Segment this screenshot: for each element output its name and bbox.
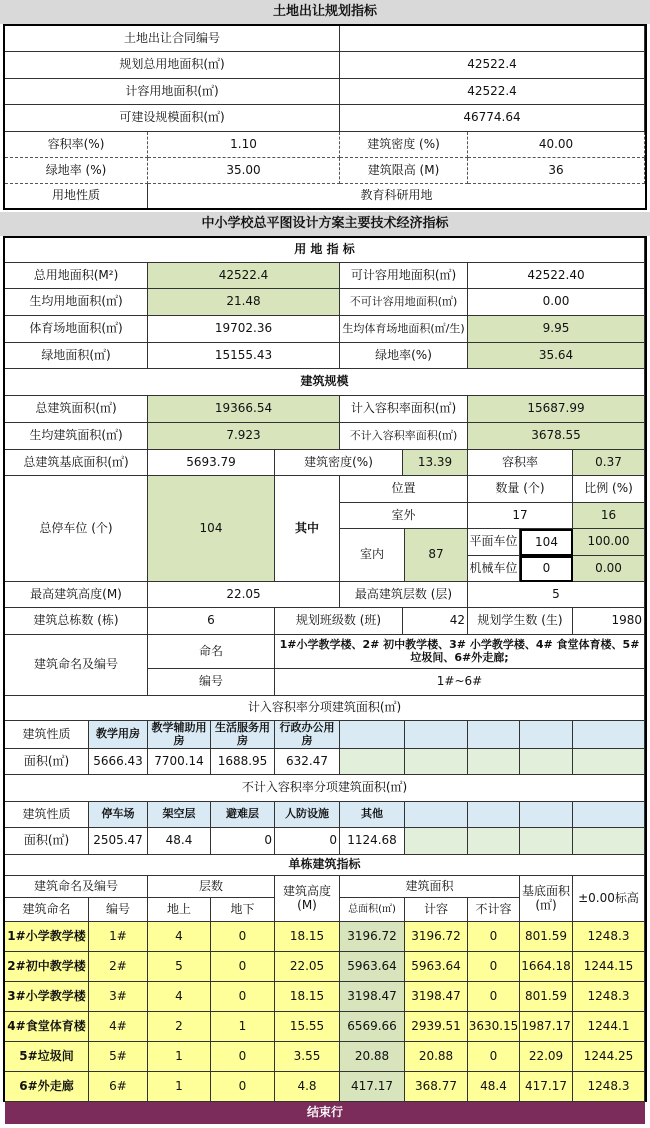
single-row-6-total[interactable]: 417.17 xyxy=(340,1072,405,1102)
per-student-land-label: 生均用地面积(㎡) xyxy=(5,289,148,316)
buildable-value[interactable]: 46774.64 xyxy=(340,105,645,132)
name-label: 命名 xyxy=(148,635,275,669)
single-row-3-elevation[interactable]: 1248.3 xyxy=(573,982,645,1012)
single-row-2-total[interactable]: 5963.64 xyxy=(340,952,405,982)
nonfar-nature-label: 建筑性质 xyxy=(5,802,89,828)
far-col-admin: 行政办公用房 xyxy=(275,721,340,749)
parking-ratio-header: 比例 (%) xyxy=(573,476,645,503)
non-far-land-value[interactable]: 0.00 xyxy=(468,289,645,316)
far-val-admin[interactable]: 632.47 xyxy=(275,749,340,775)
green-rate2-label: 绿地率(%) xyxy=(340,343,468,369)
single-row-4-height[interactable]: 15.55 xyxy=(275,1012,340,1042)
single-row-6-nonfar[interactable]: 48.4 xyxy=(468,1072,520,1102)
single-row-5-height[interactable]: 3.55 xyxy=(275,1042,340,1072)
single-row-6-far[interactable]: 368.77 xyxy=(405,1072,468,1102)
nonfar-val-other[interactable]: 1124.68 xyxy=(340,828,405,855)
parking-total-value[interactable]: 104 xyxy=(148,476,275,582)
single-row-4-nonfar[interactable]: 3630.15 xyxy=(468,1012,520,1042)
single-row-6-above[interactable]: 1 xyxy=(148,1072,211,1102)
plot-ratio-value[interactable]: 0.37 xyxy=(573,450,645,476)
sports-per-student-value[interactable]: 9.95 xyxy=(468,316,645,343)
h-height: 建筑高度(M) xyxy=(275,876,340,922)
building-count-label: 建筑总栋数 (栋) xyxy=(5,608,148,635)
total-land-label: 规划总用地面积(㎡) xyxy=(5,52,340,79)
h-area: 建筑面积 xyxy=(340,876,520,898)
far-col-empty4 xyxy=(520,721,573,749)
single-row-6-elevation[interactable]: 1248.3 xyxy=(573,1072,645,1102)
total-land-area-value[interactable]: 42522.4 xyxy=(148,263,340,289)
h-below: 地下 xyxy=(211,898,275,922)
land-indicators-header: 用 地 指 标 xyxy=(5,238,645,263)
non-far-land-label: 不可计容用地面积(㎡) xyxy=(340,289,468,316)
total-building-area-value[interactable]: 19366.54 xyxy=(148,396,340,423)
total-building-area-label: 总建筑面积(㎡) xyxy=(5,396,148,423)
single-row-2-below[interactable]: 0 xyxy=(211,952,275,982)
nonfar-col-other: 其他 xyxy=(340,802,405,828)
density-value[interactable]: 40.00 xyxy=(468,132,645,158)
single-row-1-far[interactable]: 3196.72 xyxy=(405,922,468,952)
end-row: 结束行 xyxy=(5,1102,645,1124)
far-land-value[interactable]: 42522.4 xyxy=(340,79,645,105)
parking-indoor-qty[interactable]: 87 xyxy=(405,529,468,582)
single-row-5-above[interactable]: 1 xyxy=(148,1042,211,1072)
nonfar-col-parking: 停车场 xyxy=(89,802,148,828)
single-row-6-name[interactable]: 6#外走廊 xyxy=(5,1072,89,1102)
total-land-value[interactable]: 42522.4 xyxy=(340,52,645,79)
single-row-4-above[interactable]: 2 xyxy=(148,1012,211,1042)
far-col-teaching: 教学用房 xyxy=(89,721,148,749)
per-student-land-value[interactable]: 21.48 xyxy=(148,289,340,316)
single-row-5-base[interactable]: 22.09 xyxy=(520,1042,573,1072)
far-col-empty1 xyxy=(340,721,405,749)
max-height-value[interactable]: 22.05 xyxy=(148,582,340,608)
h-floors: 层数 xyxy=(148,876,275,898)
parking-among-label: 其中 xyxy=(275,476,340,582)
single-row-3-name[interactable]: 3#小学教学楼 xyxy=(5,982,89,1012)
parking-outdoor-ratio[interactable]: 16 xyxy=(573,503,645,529)
h-nonfar: 不计容 xyxy=(468,898,520,922)
single-row-6-height[interactable]: 4.8 xyxy=(275,1072,340,1102)
building-scale-header: 建筑规模 xyxy=(5,369,645,396)
single-row-1-above[interactable]: 4 xyxy=(148,922,211,952)
land-use-label: 用地性质 xyxy=(5,184,148,208)
far-col-aux: 教学辅助用房 xyxy=(148,721,211,749)
single-building-title: 单栋建筑指标 xyxy=(5,855,645,876)
single-row-2-base[interactable]: 1664.18 xyxy=(520,952,573,982)
parking-mech-label: 机械车位 xyxy=(468,556,520,582)
single-row-1-base[interactable]: 801.59 xyxy=(520,922,573,952)
parking-indoor-label: 室内 xyxy=(340,529,405,582)
single-row-3-far[interactable]: 3198.47 xyxy=(405,982,468,1012)
nonfar-breakdown-title: 不计入容积率分项建筑面积(㎡) xyxy=(5,775,645,802)
single-row-3-height[interactable]: 18.15 xyxy=(275,982,340,1012)
single-row-2-height[interactable]: 22.05 xyxy=(275,952,340,982)
single-row-2-elevation[interactable]: 1244.15 xyxy=(573,952,645,982)
h-total-area: 总面积(㎡) xyxy=(340,898,405,922)
h-naming: 建筑命名及编号 xyxy=(5,876,148,898)
total-land-area-label: 总用地面积(M²) xyxy=(5,263,148,289)
footprint-label: 总建筑基底面积(㎡) xyxy=(5,450,148,476)
max-floors-label: 最高建筑层数 (层) xyxy=(340,582,468,608)
single-row-3-above[interactable]: 4 xyxy=(148,982,211,1012)
code-value[interactable]: 1#~6# xyxy=(275,669,645,696)
nonfar-val-stilt[interactable]: 48.4 xyxy=(148,828,211,855)
single-row-2-code[interactable]: 2# xyxy=(89,952,148,982)
nonfar-val-empty2[interactable] xyxy=(468,828,520,855)
far-col-empty2 xyxy=(405,721,468,749)
far-land-label: 计容用地面积(㎡) xyxy=(5,79,340,105)
name-value[interactable]: 1#小学教学楼、2# 初中教学楼、3# 小学教学楼、4# 食堂体育楼、5#垃圾间、6#外走廊; xyxy=(275,635,645,669)
far-val-teaching[interactable]: 5666.43 xyxy=(89,749,148,775)
parking-flat-qty[interactable]: 104 xyxy=(520,529,573,556)
far-area-value[interactable]: 15687.99 xyxy=(468,396,645,423)
single-row-5-below[interactable]: 0 xyxy=(211,1042,275,1072)
single-row-3-code[interactable]: 3# xyxy=(89,982,148,1012)
single-row-4-far[interactable]: 2939.51 xyxy=(405,1012,468,1042)
nonfar-col-civil-defense: 人防设施 xyxy=(275,802,340,828)
single-row-5-code[interactable]: 5# xyxy=(89,1042,148,1072)
parking-outdoor-qty[interactable]: 17 xyxy=(468,503,573,529)
h-far: 计容 xyxy=(405,898,468,922)
land-use-value[interactable]: 教育科研用地 xyxy=(360,188,433,203)
sports-per-student-label: 生均体育场地面积(㎡/生) xyxy=(340,316,468,343)
single-row-5-total[interactable]: 20.88 xyxy=(340,1042,405,1072)
far-val-empty3[interactable] xyxy=(468,749,520,775)
green-rate2-value[interactable]: 35.64 xyxy=(468,343,645,369)
students-value[interactable]: 1980 xyxy=(573,608,645,635)
per-student-building-label: 生均建筑面积(㎡) xyxy=(5,423,148,450)
far-area-label: 计入容积率面积(㎡) xyxy=(340,396,468,423)
far-col-life: 生活服务用房 xyxy=(211,721,275,749)
single-row-4-total[interactable]: 6569.66 xyxy=(340,1012,405,1042)
nonfar-val-empty3[interactable] xyxy=(520,828,573,855)
single-row-1-elevation[interactable]: 1248.3 xyxy=(573,922,645,952)
parking-outdoor-label: 室外 xyxy=(340,503,468,529)
plot-ratio-label: 容积率 xyxy=(468,450,573,476)
single-row-2-far[interactable]: 5963.64 xyxy=(405,952,468,982)
nonfar-val-empty4[interactable] xyxy=(573,828,645,855)
single-row-5-name[interactable]: 5#垃圾间 xyxy=(5,1042,89,1072)
single-row-6-base[interactable]: 417.17 xyxy=(520,1072,573,1102)
building-density-label: 建筑密度(%) xyxy=(275,450,403,476)
far-val-empty4[interactable] xyxy=(520,749,573,775)
density-label: 建筑密度 (%) xyxy=(340,132,468,158)
single-row-4-code[interactable]: 4# xyxy=(89,1012,148,1042)
parking-flat-ratio[interactable]: 100.00 xyxy=(573,529,645,556)
far-area-row-label: 面积(㎡) xyxy=(5,749,89,775)
green-rate-label: 绿地率 (%) xyxy=(5,158,148,184)
single-row-4-name[interactable]: 4#食堂体育楼 xyxy=(5,1012,89,1042)
nonfar-col-empty4 xyxy=(573,802,645,828)
nonfar-val-empty1[interactable] xyxy=(405,828,468,855)
h-code: 编号 xyxy=(89,898,148,922)
far-val-empty5[interactable] xyxy=(573,749,645,775)
h-name: 建筑命名 xyxy=(5,898,89,922)
contract-no-label: 土地出让合同编号 xyxy=(5,26,340,52)
single-row-1-name[interactable]: 1#小学教学楼 xyxy=(5,922,89,952)
far-value[interactable]: 1.10 xyxy=(148,132,340,158)
parking-mech-qty[interactable]: 0 xyxy=(520,556,573,582)
nonfar-val-refuge[interactable]: 0 xyxy=(211,828,275,855)
single-row-4-below[interactable]: 1 xyxy=(211,1012,275,1042)
parking-mech-ratio[interactable]: 0.00 xyxy=(573,556,645,582)
far-val-empty2[interactable] xyxy=(405,749,468,775)
height-limit-label: 建筑限高 (M) xyxy=(340,158,468,184)
contract-no-value[interactable] xyxy=(340,26,645,52)
code-label: 编号 xyxy=(148,669,275,696)
single-row-1-below[interactable]: 0 xyxy=(211,922,275,952)
single-row-4-elevation[interactable]: 1244.1 xyxy=(573,1012,645,1042)
section1-title: 土地出让规划指标 xyxy=(0,0,650,24)
max-height-label: 最高建筑高度(M) xyxy=(5,582,148,608)
single-row-1-code[interactable]: 1# xyxy=(89,922,148,952)
h-base: 基底面积(㎡) xyxy=(520,876,573,922)
nonfar-col-empty1 xyxy=(405,802,468,828)
far-breakdown-title: 计入容积率分项建筑面积(㎡) xyxy=(5,696,645,721)
sports-area-value[interactable]: 19702.36 xyxy=(148,316,340,343)
single-row-2-name[interactable]: 2#初中教学楼 xyxy=(5,952,89,982)
section2-title: 中小学校总平图设计方案主要技术经济指标 xyxy=(0,212,650,236)
single-row-5-elevation[interactable]: 1244.25 xyxy=(573,1042,645,1072)
nonfar-val-parking[interactable]: 2505.47 xyxy=(89,828,148,855)
buildable-label: 可建设规模面积(㎡) xyxy=(5,105,340,132)
far-val-aux[interactable]: 7700.14 xyxy=(148,749,211,775)
parking-qty-header: 数量 (个) xyxy=(468,476,573,503)
nonfar-col-empty2 xyxy=(468,802,520,828)
single-row-2-above[interactable]: 5 xyxy=(148,952,211,982)
classes-value[interactable]: 42 xyxy=(403,608,468,635)
single-row-1-nonfar[interactable]: 0 xyxy=(468,922,520,952)
single-row-3-nonfar[interactable]: 0 xyxy=(468,982,520,1012)
h-above: 地上 xyxy=(148,898,211,922)
far-val-empty1[interactable] xyxy=(340,749,405,775)
h-elevation: ±0.00标高 xyxy=(573,876,645,922)
building-count-value[interactable]: 6 xyxy=(148,608,275,635)
students-label: 规划学生数 (生) xyxy=(468,608,573,635)
single-row-1-height[interactable]: 18.15 xyxy=(275,922,340,952)
green-rate-value[interactable]: 35.00 xyxy=(148,158,340,184)
per-student-building-value[interactable]: 7.923 xyxy=(148,423,340,450)
single-row-2-nonfar[interactable]: 0 xyxy=(468,952,520,982)
single-row-3-base[interactable]: 801.59 xyxy=(520,982,573,1012)
classes-label: 规划班级数 (班) xyxy=(275,608,403,635)
nonfar-area-row-label: 面积(㎡) xyxy=(5,828,89,855)
single-row-6-below[interactable]: 0 xyxy=(211,1072,275,1102)
nonfar-col-empty3 xyxy=(520,802,573,828)
non-far-area-label: 不计入容积率面积(㎡) xyxy=(340,423,468,450)
height-limit-value[interactable]: 36 xyxy=(468,158,645,184)
single-row-4-base[interactable]: 1987.17 xyxy=(520,1012,573,1042)
far-nature-label: 建筑性质 xyxy=(5,721,89,749)
nonfar-col-refuge: 避难层 xyxy=(211,802,275,828)
parking-total-label: 总停车位 (个) xyxy=(5,476,148,582)
parking-flat-label: 平面车位 xyxy=(468,529,520,556)
far-col-empty3 xyxy=(468,721,520,749)
far-col-empty5 xyxy=(573,721,645,749)
far-land-area-value[interactable]: 42522.40 xyxy=(468,263,645,289)
far-land-area-label: 可计容用地面积(㎡) xyxy=(340,263,468,289)
nonfar-col-stilt: 架空层 xyxy=(148,802,211,828)
green-area-value[interactable]: 15155.43 xyxy=(148,343,340,369)
parking-position-header: 位置 xyxy=(340,476,468,503)
footprint-value[interactable]: 5693.79 xyxy=(148,450,275,476)
building-density-value[interactable]: 13.39 xyxy=(403,450,468,476)
green-area-label: 绿地面积(㎡) xyxy=(5,343,148,369)
single-row-3-total[interactable]: 3198.47 xyxy=(340,982,405,1012)
far-label: 容积率(%) xyxy=(5,132,148,158)
nonfar-val-civil-defense[interactable]: 0 xyxy=(275,828,340,855)
sports-area-label: 体育场地面积(㎡) xyxy=(5,316,148,343)
single-row-3-below[interactable]: 0 xyxy=(211,982,275,1012)
single-row-5-nonfar[interactable]: 0 xyxy=(468,1042,520,1072)
non-far-area-value[interactable]: 3678.55 xyxy=(468,423,645,450)
naming-label: 建筑命名及编号 xyxy=(5,635,148,696)
max-floors-value[interactable]: 5 xyxy=(468,582,645,608)
single-row-6-code[interactable]: 6# xyxy=(89,1072,148,1102)
single-row-5-far[interactable]: 20.88 xyxy=(405,1042,468,1072)
single-row-1-total[interactable]: 3196.72 xyxy=(340,922,405,952)
far-val-life[interactable]: 1688.95 xyxy=(211,749,275,775)
